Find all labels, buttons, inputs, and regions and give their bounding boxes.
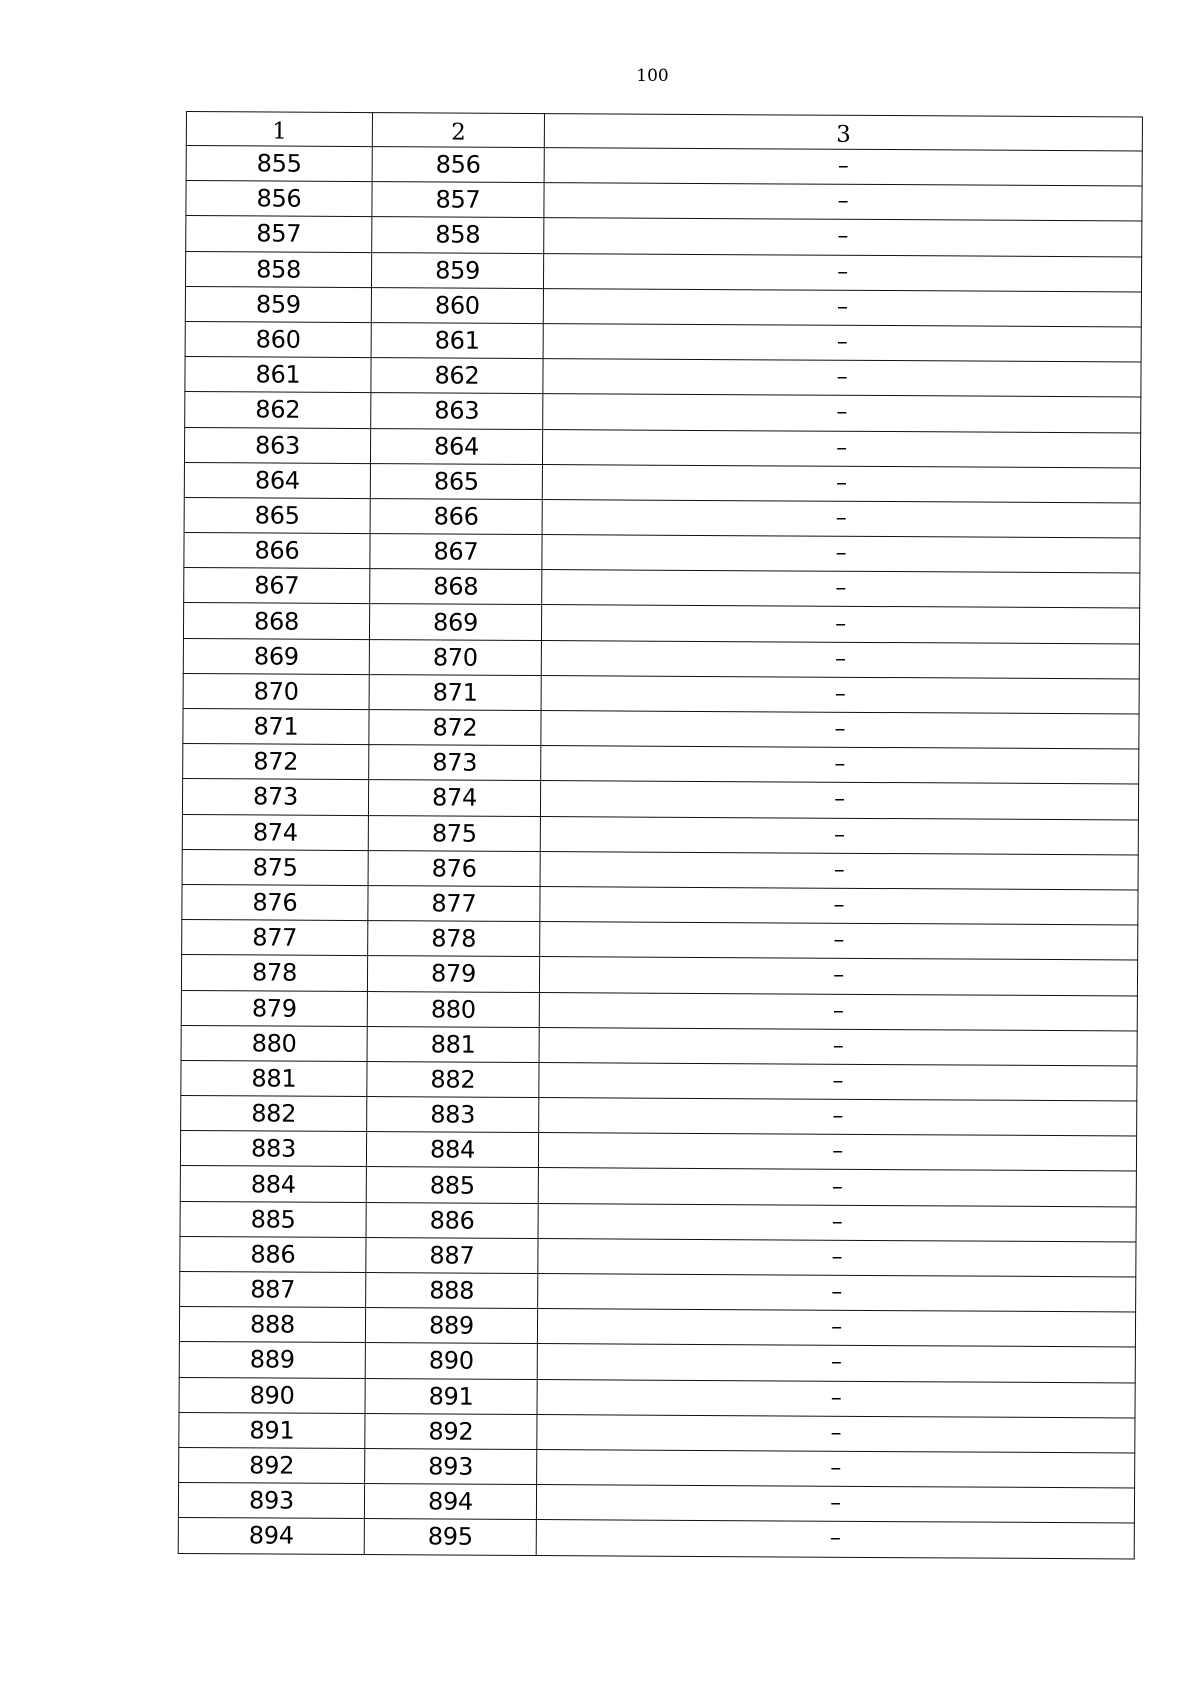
cell-col-1: 889 (179, 1342, 365, 1378)
table-row (183, 708, 1139, 749)
cell-col-2: 860 (371, 287, 543, 323)
cell-col-2: 861 (371, 323, 543, 359)
cell-col-3: – (543, 288, 1141, 327)
cell-col-1: 858 (185, 251, 371, 287)
table-row (185, 392, 1141, 433)
cell-col-2: 893 (365, 1448, 537, 1484)
cell-col-1: 863 (184, 427, 370, 463)
cell-col-1: 882 (181, 1096, 367, 1132)
cell-col-1: 870 (183, 673, 369, 709)
cell-col-2: 864 (370, 428, 542, 464)
cell-col-3: – (537, 1414, 1135, 1453)
cell-col-3: – (538, 1133, 1136, 1172)
table-row (180, 1201, 1136, 1242)
cell-col-2: 876 (368, 850, 540, 886)
cell-col-2: 878 (368, 921, 540, 957)
table-row (178, 1518, 1134, 1559)
cell-col-3: – (539, 957, 1137, 996)
cell-col-2: 883 (367, 1097, 539, 1133)
cell-col-3: – (543, 323, 1141, 362)
cell-col-2: 869 (369, 604, 541, 640)
table-row (179, 1447, 1135, 1488)
cell-col-3: – (539, 1062, 1137, 1101)
cell-col-3: – (537, 1379, 1135, 1418)
cell-col-1: 874 (182, 814, 368, 850)
cell-col-2: 890 (365, 1343, 537, 1379)
cell-col-1: 871 (183, 708, 369, 744)
cell-col-2: 881 (367, 1026, 539, 1062)
cell-col-2: 858 (372, 217, 544, 253)
cell-col-1: 890 (179, 1377, 365, 1413)
cell-col-2: 867 (370, 534, 542, 570)
cell-col-2: 873 (369, 745, 541, 781)
cell-col-1: 880 (181, 1025, 367, 1061)
cell-col-3: – (543, 253, 1141, 292)
cell-col-1: 856 (186, 181, 372, 217)
table-row (180, 1271, 1136, 1312)
cell-col-1: 861 (185, 357, 371, 393)
cell-col-2: 863 (371, 393, 543, 429)
cell-col-3: – (542, 429, 1140, 468)
cell-col-3: – (538, 1274, 1136, 1313)
table-row (181, 1060, 1137, 1101)
cell-col-3: – (540, 816, 1138, 855)
cell-col-1: 877 (182, 920, 368, 956)
cell-col-1: 865 (184, 497, 370, 533)
cell-col-3: – (538, 1168, 1136, 1207)
table-row (184, 533, 1140, 574)
cell-col-1: 883 (180, 1131, 366, 1167)
cell-col-2: 877 (368, 885, 540, 921)
table-row (180, 1166, 1136, 1207)
table-row (181, 1096, 1137, 1137)
cell-col-1: 873 (182, 779, 368, 815)
cell-col-2: 889 (365, 1308, 537, 1344)
table-row (186, 181, 1142, 222)
cell-col-2: 865 (370, 463, 542, 499)
cell-col-2: 870 (369, 639, 541, 675)
cell-col-3: – (544, 218, 1142, 257)
table-row (185, 321, 1141, 362)
cell-col-2: 892 (365, 1413, 537, 1449)
cell-col-2: 879 (367, 956, 539, 992)
cell-col-2: 874 (368, 780, 540, 816)
cell-col-2: 891 (365, 1378, 537, 1414)
cell-col-1: 862 (185, 392, 371, 428)
table-row (178, 1483, 1134, 1524)
cell-col-2: 895 (364, 1519, 536, 1555)
table-row (186, 146, 1142, 187)
cell-col-3: – (542, 464, 1140, 503)
cell-col-3: – (543, 359, 1141, 398)
table-row (179, 1412, 1135, 1453)
cell-col-1: 875 (182, 849, 368, 885)
table-row (182, 920, 1138, 961)
table-row (182, 884, 1138, 925)
cell-col-2: 886 (366, 1202, 538, 1238)
table-row (185, 357, 1141, 398)
table-body (178, 112, 1142, 1559)
cell-col-1: 872 (183, 744, 369, 780)
cell-col-2: 856 (372, 147, 544, 183)
table-header-row (186, 112, 1142, 152)
cell-col-2: 857 (372, 182, 544, 218)
table-row (182, 849, 1138, 890)
cell-col-2: 868 (370, 569, 542, 605)
cell-col-3: – (538, 1238, 1136, 1277)
cell-col-3: – (539, 992, 1137, 1031)
cell-col-3: – (537, 1344, 1135, 1383)
cell-col-1: 893 (178, 1483, 364, 1519)
table-row (183, 744, 1139, 785)
cell-col-3: – (542, 570, 1140, 609)
cell-col-2: 884 (366, 1132, 538, 1168)
cell-col-1: 879 (181, 990, 367, 1026)
cell-col-1: 859 (185, 286, 371, 322)
column-header-3: 3 (544, 114, 1142, 151)
cell-col-2: 871 (369, 674, 541, 710)
table-row (182, 814, 1138, 855)
column-header-1: 1 (186, 112, 372, 147)
cell-col-3: – (541, 711, 1139, 750)
cell-col-1: 855 (186, 146, 372, 182)
cell-col-2: 885 (366, 1167, 538, 1203)
table-row (184, 462, 1140, 503)
cell-col-3: – (539, 1027, 1137, 1066)
cell-col-3: – (541, 675, 1139, 714)
cell-col-1: 864 (184, 462, 370, 498)
cell-col-3: – (543, 394, 1141, 433)
cell-col-1: 866 (184, 533, 370, 569)
table-row (184, 497, 1140, 538)
table-row (183, 603, 1139, 644)
table-row (186, 216, 1142, 257)
cell-col-1: 881 (181, 1060, 367, 1096)
cell-col-2: 866 (370, 498, 542, 534)
table-row (179, 1342, 1135, 1383)
cell-col-1: 886 (180, 1236, 366, 1272)
table-row (183, 673, 1139, 714)
table-row (179, 1307, 1135, 1348)
cell-col-3: – (537, 1449, 1135, 1488)
table-row (185, 251, 1141, 292)
cell-col-2: 882 (367, 1061, 539, 1097)
cell-col-3: – (537, 1309, 1135, 1348)
table-container (178, 111, 1142, 1559)
cell-col-1: 884 (180, 1166, 366, 1202)
cell-col-1: 857 (186, 216, 372, 252)
cell-col-1: 887 (180, 1271, 366, 1307)
table-row (185, 286, 1141, 327)
cell-col-1: 892 (179, 1447, 365, 1483)
cell-col-3: – (541, 746, 1139, 785)
cell-col-3: – (540, 781, 1138, 820)
cell-col-3: – (540, 851, 1138, 890)
cell-col-1: 876 (182, 884, 368, 920)
cell-col-3: – (538, 1203, 1136, 1242)
cell-col-3: – (544, 183, 1142, 222)
table-row (181, 955, 1137, 996)
page-number: 100 (636, 66, 669, 86)
cell-col-2: 888 (366, 1273, 538, 1309)
cell-col-2: 872 (369, 710, 541, 746)
data-table (178, 111, 1143, 1559)
cell-col-3: – (539, 1098, 1137, 1137)
cell-col-2: 887 (366, 1237, 538, 1273)
table-row (181, 990, 1137, 1031)
table-row (180, 1236, 1136, 1277)
cell-col-3: – (540, 922, 1138, 961)
cell-col-3: – (536, 1485, 1134, 1524)
cell-col-1: 869 (183, 638, 369, 674)
cell-col-1: 860 (185, 321, 371, 357)
cell-col-1: 885 (180, 1201, 366, 1237)
table-row (183, 638, 1139, 679)
table-row (182, 779, 1138, 820)
table-row (184, 427, 1140, 468)
cell-col-3: – (542, 535, 1140, 574)
cell-col-3: – (541, 605, 1139, 644)
column-header-2: 2 (372, 113, 544, 148)
cell-col-1: 894 (178, 1518, 364, 1554)
cell-col-3: – (542, 499, 1140, 538)
table-row (181, 1025, 1137, 1066)
cell-col-1: 878 (181, 955, 367, 991)
cell-col-3: – (544, 148, 1142, 187)
cell-col-2: 859 (371, 252, 543, 288)
cell-col-1: 867 (184, 568, 370, 604)
cell-col-3: – (536, 1520, 1134, 1559)
table-row (184, 568, 1140, 609)
cell-col-1: 868 (183, 603, 369, 639)
table-row (179, 1377, 1135, 1418)
cell-col-2: 875 (368, 815, 540, 851)
cell-col-2: 862 (371, 358, 543, 394)
cell-col-3: – (541, 640, 1139, 679)
cell-col-2: 894 (364, 1484, 536, 1520)
cell-col-1: 891 (179, 1412, 365, 1448)
cell-col-1: 888 (179, 1307, 365, 1343)
cell-col-2: 880 (367, 991, 539, 1027)
table-row (180, 1131, 1136, 1172)
cell-col-3: – (540, 886, 1138, 925)
